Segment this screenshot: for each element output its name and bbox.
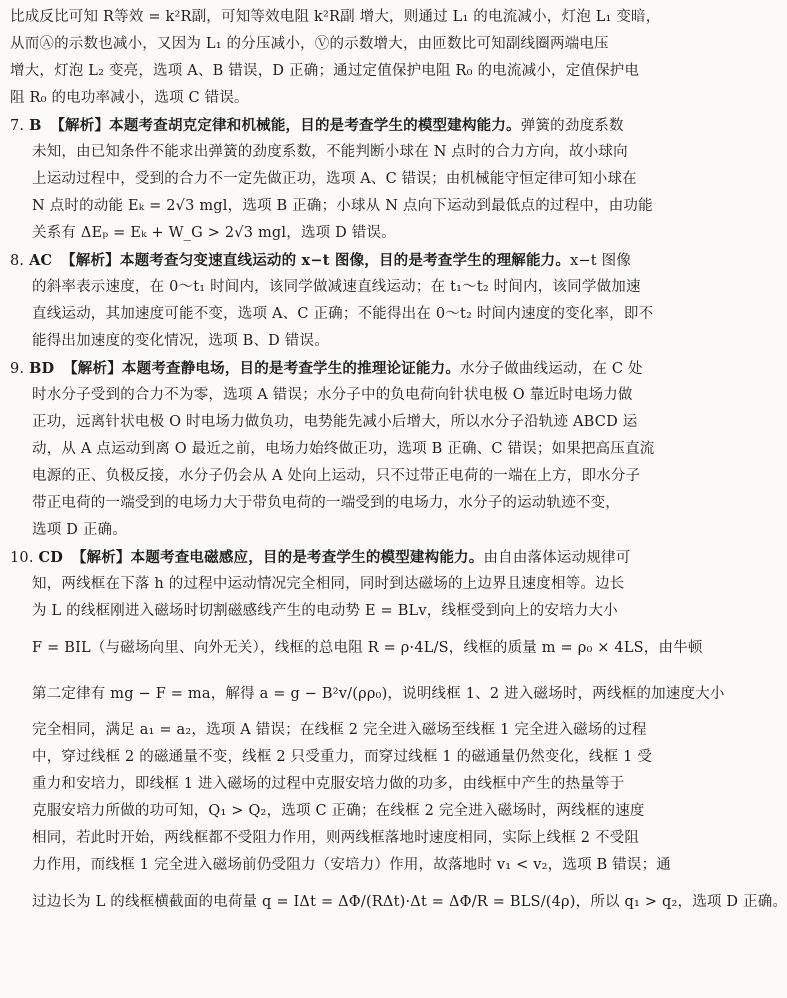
- text-line: 克服安培力所做的功可知，Q₁ > Q₂，选项 C 正确；在线框 2 完全进入磁场时，两线框的速度: [32, 803, 645, 819]
- text-line: 电源的正、负极反接，水分子仍会从 A 处向上运动，只不过带正电荷的一端在上方，即水分子: [32, 468, 641, 484]
- text-line: 为 L 的线框刚进入磁场时切割磁感线产生的电动势 E = BLv，线框受到向上的安培力大小: [32, 603, 618, 619]
- formula-line: F = BIL（与磁场向里、向外无关），线框的总电阻 R = ρ·4L/S，线框的质量 m = ρ₀ × 4LS，由牛顿: [32, 640, 703, 656]
- item-number: 10.: [10, 550, 34, 566]
- analysis-tag: 【解析】: [50, 117, 110, 134]
- text-line: 重力和安培力，即线框 1 进入磁场的过程中克服安培力做的功多，由线框中产生的热量等于: [32, 776, 625, 792]
- text-line: 时水分子受到的合力不为零，选项 A 错误；水分子中的负电荷向针状电极 O 靠近时电场力做: [32, 387, 633, 403]
- item-answer: CD: [38, 549, 63, 566]
- text-line: 能得出加速度的变化情况，选项 B、D 错误。: [32, 333, 329, 349]
- analysis-lead: 本题考查电磁感应，目的是考查学生的模型建构能力。: [130, 549, 484, 566]
- analysis-lead: 本题考查静电场，目的是考查学生的推理论证能力。: [121, 360, 461, 377]
- text-line: 上运动过程中，受到的合力不一定先做正功，选项 A、C 错误；由机械能守恒定律可知小球在: [32, 171, 637, 187]
- item-answer: AC: [29, 252, 53, 269]
- item-answer: BD: [29, 360, 55, 377]
- text-line: N 点时的动能 Eₖ = 2√3 mgl，选项 B 正确；小球从 N 点向下运动到最低点的过程中，由功能: [32, 198, 653, 214]
- analysis-lead: 本题考查匀变速直线运动的 x−t 图像，目的是考查学生的理解能力。: [119, 252, 571, 269]
- text-line: 直线运动，其加速度可能不变，选项 A、C 正确；不能得出在 0～t₂ 时间内速度的变化率，即不: [32, 306, 654, 322]
- answer-item-9: [10, 355, 682, 544]
- continued-paragraph: [10, 4, 682, 112]
- analysis-tag: 【解析】: [63, 360, 122, 377]
- text-line: 增大，灯泡 L₂ 变亮，选项 A、B 错误，D 正确；通过定值保护电阻 R₀ 的电流减小，定值保护电: [10, 63, 640, 79]
- text-line: 中，穿过线框 2 的磁通量不变，线框 2 只受重力，而穿过线框 1 的磁通量仍然变化，线框 1 受: [32, 749, 653, 765]
- text-line: 阻 R₀ 的电功率减小，选项 C 错误。: [10, 90, 249, 106]
- text-line: 力作用，而线框 1 完全进入磁场前仍受阻力（安培力）作用，故落地时 v₁ < v₂，选项 B 错误；通: [32, 857, 671, 873]
- analysis-text: 水分子做曲线运动，在 C 处: [460, 361, 643, 377]
- analysis-text: x−t 图像: [570, 253, 632, 269]
- text-line: 比成反比可知 R等效 = k²R副，可知等效电阻 k²R副 增大，则通过 L₁ 的电流减小，灯泡 L₁ 变暗，: [10, 9, 661, 25]
- text-line: 相同，若此时开始，两线框都不受阻力作用，则两线框落地时速度相同，实际上线框 2 不受阻: [32, 830, 640, 846]
- analysis-tag: 【解析】: [61, 252, 120, 269]
- formula-line: 过边长为 L 的线框横截面的电荷量 q = IΔt = ΔΦ/(RΔt)·Δt = ΔΦ/R = BLS/(4ρ)，所以 q₁ > q₂，选项 D 正确。: [32, 894, 787, 910]
- text-line: 未知，由已知条件不能求出弹簧的劲度系数，不能判断小球在 N 点时的合力方向，故小球向: [32, 144, 628, 160]
- analysis-lead: 本题考查胡克定律和机械能，目的是考查学生的模型建构能力。: [109, 117, 521, 134]
- item-number: 9.: [10, 361, 25, 377]
- text-line: 完全相同，满足 a₁ = a₂，选项 A 错误；在线框 2 完全进入磁场至线框 1 完全进入磁场的过程: [32, 722, 647, 738]
- item-number: 8.: [10, 253, 25, 269]
- answer-item-8: [10, 247, 682, 355]
- text-line: 关系有 ΔEₚ = Eₖ + W_G > 2√3 mgl，选项 D 错误。: [32, 225, 396, 241]
- analysis-tag: 【解析】: [71, 549, 131, 566]
- answer-item-7: [10, 112, 682, 247]
- formula-line: 第二定律有 mg − F = ma，解得 a = g − B²v/(ρρ₀)，说明线框 1、2 进入磁场时，两线框的加速度大小: [32, 686, 725, 702]
- text-line: 带正电荷的一端受到的电场力大于带负电荷的一端受到的电场力，水分子的运动轨迹不变，: [32, 495, 620, 511]
- item-number: 7.: [10, 118, 25, 134]
- text-line: 的斜率表示速度，在 0～t₁ 时间内，该同学做减速直线运动；在 t₁～t₂ 时间内，该同学做加速: [32, 279, 641, 295]
- item-answer: B: [29, 117, 42, 134]
- text-line: 动，从 A 点运动到离 O 最近之前，电场力始终做正功，选项 B 正确、C 错误；如果把高压直流: [32, 441, 655, 457]
- text-line: 选项 D 正确。: [32, 522, 127, 538]
- text-line: 从而Ⓐ的示数也减小，又因为 L₁ 的分压减小，Ⓥ的示数增大，由匝数比可知副线圈两端电压: [10, 36, 609, 52]
- analysis-text: 由自由落体运动规律可: [483, 550, 631, 566]
- text-line: 正功，远离针状电极 O 时电场力做负功，电势能先减小后增大，所以水分子沿轨迹 ABCD 运: [32, 414, 638, 430]
- answer-item-10: [10, 544, 787, 925]
- text-line: 知，两线框在下落 h 的过程中运动情况完全相同，同时到达磁场的上边界且速度相等。边长: [32, 576, 625, 592]
- analysis-text: 弹簧的劲度系数: [520, 118, 624, 134]
